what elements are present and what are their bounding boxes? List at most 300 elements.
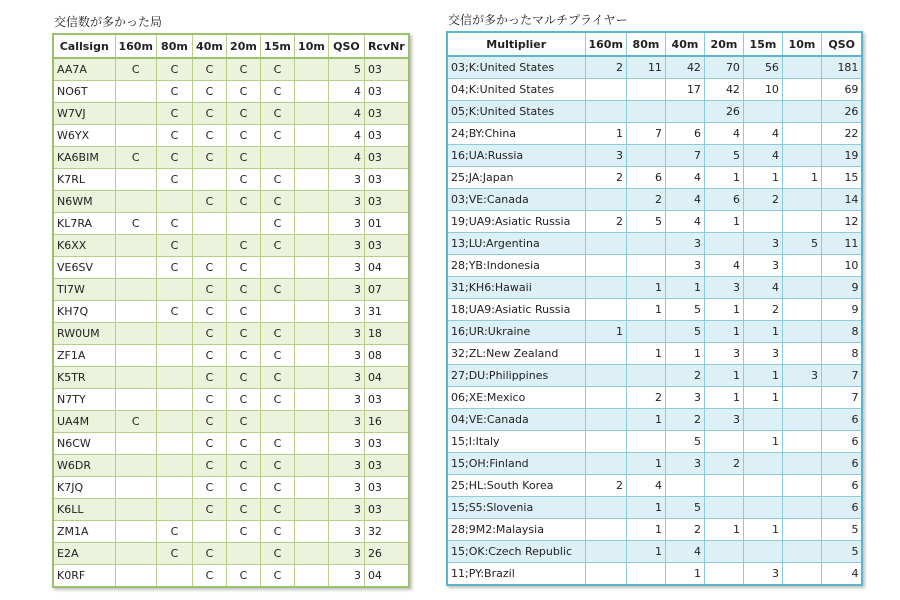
table-cell: 4: [704, 123, 743, 145]
table-cell: 3: [665, 387, 704, 409]
table-cell: [704, 431, 743, 453]
table-cell: 04;VE:Canada: [447, 409, 585, 431]
table-cell: 3: [743, 233, 782, 255]
table-cell: 1: [743, 431, 782, 453]
table-cell: 3: [704, 343, 743, 365]
table-cell: 6: [626, 167, 665, 189]
table-cell: 19: [821, 145, 862, 167]
table-cell: C: [156, 147, 192, 169]
table-cell: [192, 235, 226, 257]
table-row: [447, 167, 862, 189]
top-stations-title: 交信数が多かった局: [54, 15, 163, 29]
table-row: [53, 235, 409, 257]
table-cell: KH7Q: [53, 301, 115, 323]
table-cell: [294, 521, 328, 543]
table-row: [447, 431, 862, 453]
table-cell: C: [192, 455, 226, 477]
table-cell: [115, 279, 156, 301]
table-cell: C: [226, 367, 260, 389]
table-cell: 12: [821, 211, 862, 233]
table-cell: [115, 389, 156, 411]
table-cell: [192, 213, 226, 235]
table-row: [447, 475, 862, 497]
table-cell: C: [226, 58, 260, 81]
table-cell: [156, 411, 192, 433]
table-cell: [115, 323, 156, 345]
table-cell: 03: [364, 235, 408, 257]
table-cell: C: [226, 235, 260, 257]
table-cell: [260, 301, 294, 323]
table-cell: 2: [665, 365, 704, 387]
table-cell: C: [260, 169, 294, 191]
table-cell: C: [156, 235, 192, 257]
table-cell: C: [226, 411, 260, 433]
table-cell: 3: [328, 543, 364, 565]
table-cell: [585, 79, 626, 101]
table-cell: 4: [743, 277, 782, 299]
table-cell: 5: [704, 145, 743, 167]
table-cell: 1: [585, 321, 626, 343]
table-cell: [156, 367, 192, 389]
table-cell: 6: [665, 123, 704, 145]
table-cell: [585, 365, 626, 387]
table-cell: 03: [364, 147, 408, 169]
table-cell: 7: [821, 365, 862, 387]
table-cell: [294, 257, 328, 279]
table-cell: 2: [743, 189, 782, 211]
table-header-row: [53, 34, 409, 58]
table-cell: [585, 497, 626, 519]
column-header: 15m: [260, 34, 294, 58]
table-cell: [294, 147, 328, 169]
table-cell: [156, 455, 192, 477]
table-cell: 5: [328, 58, 364, 81]
table-cell: 26: [364, 543, 408, 565]
table-cell: C: [192, 257, 226, 279]
table-cell: 22: [821, 123, 862, 145]
table-cell: [115, 565, 156, 588]
table-cell: C: [226, 389, 260, 411]
table-cell: [585, 189, 626, 211]
table-cell: W6YX: [53, 125, 115, 147]
table-cell: [115, 521, 156, 543]
table-cell: 3: [328, 499, 364, 521]
table-cell: C: [192, 411, 226, 433]
table-cell: C: [115, 411, 156, 433]
table-cell: 14: [821, 189, 862, 211]
table-cell: [626, 563, 665, 586]
table-row: [447, 541, 862, 563]
table-cell: [585, 519, 626, 541]
table-cell: [743, 409, 782, 431]
table-row: [447, 123, 862, 145]
table-cell: 03: [364, 389, 408, 411]
table-cell: 13;LU:Argentina: [447, 233, 585, 255]
table-row: [53, 499, 409, 521]
table-cell: [156, 191, 192, 213]
table-cell: [743, 475, 782, 497]
table-cell: 28;9M2:Malaysia: [447, 519, 585, 541]
table-cell: TI7W: [53, 279, 115, 301]
table-cell: 3: [328, 521, 364, 543]
table-row: [447, 365, 862, 387]
table-cell: [626, 145, 665, 167]
table-cell: 4: [665, 189, 704, 211]
table-cell: C: [192, 147, 226, 169]
table-cell: 3: [665, 233, 704, 255]
table-cell: 9: [821, 277, 862, 299]
table-cell: C: [260, 521, 294, 543]
table-cell: [782, 123, 821, 145]
table-cell: 3: [585, 145, 626, 167]
table-cell: E2A: [53, 543, 115, 565]
table-cell: C: [115, 58, 156, 81]
table-cell: C: [156, 213, 192, 235]
table-cell: 08: [364, 345, 408, 367]
table-cell: [226, 213, 260, 235]
table-cell: C: [115, 147, 156, 169]
table-cell: [585, 409, 626, 431]
table-cell: C: [226, 103, 260, 125]
table-cell: 10: [743, 79, 782, 101]
table-cell: [626, 79, 665, 101]
table-cell: 3: [328, 367, 364, 389]
column-header: 20m: [704, 32, 743, 56]
table-cell: 2: [704, 453, 743, 475]
table-cell: 03: [364, 191, 408, 213]
table-cell: [115, 433, 156, 455]
table-cell: 16;UA:Russia: [447, 145, 585, 167]
table-cell: 5: [665, 321, 704, 343]
table-cell: 19;UA9:Asiatic Russia: [447, 211, 585, 233]
table-cell: [192, 169, 226, 191]
table-cell: [782, 519, 821, 541]
table-cell: [743, 497, 782, 519]
table-cell: 11: [626, 56, 665, 79]
table-cell: C: [260, 565, 294, 588]
table-cell: [782, 563, 821, 586]
table-cell: [156, 565, 192, 588]
table-cell: 2: [665, 409, 704, 431]
table-cell: 10: [821, 255, 862, 277]
table-cell: [585, 453, 626, 475]
table-cell: C: [192, 389, 226, 411]
table-cell: C: [192, 323, 226, 345]
table-row: [447, 145, 862, 167]
table-cell: C: [156, 58, 192, 81]
table-cell: [294, 279, 328, 301]
table-cell: 3: [704, 277, 743, 299]
table-cell: [294, 169, 328, 191]
table-cell: C: [226, 279, 260, 301]
table-cell: C: [226, 301, 260, 323]
table-cell: [294, 301, 328, 323]
table-cell: C: [226, 125, 260, 147]
table-cell: 03: [364, 81, 408, 103]
table-cell: [115, 191, 156, 213]
table-row: [53, 323, 409, 345]
column-header: 40m: [192, 34, 226, 58]
table-cell: [782, 387, 821, 409]
table-cell: C: [115, 213, 156, 235]
table-cell: C: [226, 499, 260, 521]
table-cell: C: [156, 301, 192, 323]
table-cell: 1: [704, 167, 743, 189]
table-cell: [294, 323, 328, 345]
table-cell: 16: [364, 411, 408, 433]
table-cell: C: [192, 81, 226, 103]
table-cell: C: [260, 345, 294, 367]
table-cell: C: [260, 235, 294, 257]
table-cell: 8: [821, 321, 862, 343]
table-cell: 2: [626, 387, 665, 409]
table-cell: C: [260, 367, 294, 389]
table-cell: 04: [364, 257, 408, 279]
table-cell: 3: [665, 255, 704, 277]
table-cell: 1: [743, 321, 782, 343]
table-cell: C: [226, 521, 260, 543]
table-row: [53, 103, 409, 125]
column-header: 160m: [115, 34, 156, 58]
table-cell: 8: [821, 343, 862, 365]
table-cell: 03: [364, 169, 408, 191]
table-cell: 1: [585, 123, 626, 145]
table-cell: 04;K:United States: [447, 79, 585, 101]
table-cell: C: [226, 477, 260, 499]
table-cell: 5: [665, 299, 704, 321]
table-cell: 4: [328, 103, 364, 125]
table-cell: 3: [782, 365, 821, 387]
table-cell: 6: [704, 189, 743, 211]
table-cell: 03: [364, 499, 408, 521]
table-cell: C: [226, 455, 260, 477]
table-cell: [782, 453, 821, 475]
table-cell: ZF1A: [53, 345, 115, 367]
table-cell: 3: [328, 345, 364, 367]
table-cell: [156, 279, 192, 301]
table-row: [447, 299, 862, 321]
table-cell: 3: [328, 257, 364, 279]
column-header: 15m: [743, 32, 782, 56]
table-cell: C: [192, 345, 226, 367]
table-cell: 24;BY:China: [447, 123, 585, 145]
table-cell: [156, 433, 192, 455]
table-cell: [585, 101, 626, 123]
table-cell: 9: [821, 299, 862, 321]
table-cell: 4: [704, 255, 743, 277]
table-cell: 1: [665, 563, 704, 586]
table-cell: [782, 189, 821, 211]
table-row: [447, 211, 862, 233]
table-cell: 69: [821, 79, 862, 101]
table-cell: 7: [626, 123, 665, 145]
table-cell: 32: [364, 521, 408, 543]
table-cell: C: [226, 257, 260, 279]
table-cell: 42: [704, 79, 743, 101]
table-cell: [704, 563, 743, 586]
table-cell: 3: [328, 389, 364, 411]
table-row: [53, 367, 409, 389]
table-cell: 7: [665, 145, 704, 167]
table-cell: C: [260, 279, 294, 301]
table-cell: 1: [743, 365, 782, 387]
table-cell: [294, 235, 328, 257]
table-cell: [226, 543, 260, 565]
table-cell: 03: [364, 103, 408, 125]
table-cell: 18: [364, 323, 408, 345]
table-cell: 2: [585, 56, 626, 79]
table-cell: C: [156, 257, 192, 279]
table-cell: C: [260, 58, 294, 81]
table-cell: [704, 475, 743, 497]
table-cell: [260, 411, 294, 433]
table-cell: [294, 499, 328, 521]
table-cell: 1: [704, 299, 743, 321]
table-row: [447, 189, 862, 211]
table-cell: C: [260, 213, 294, 235]
table-cell: [156, 477, 192, 499]
table-cell: K5TR: [53, 367, 115, 389]
table-cell: C: [260, 543, 294, 565]
table-cell: [743, 101, 782, 123]
table-cell: [115, 169, 156, 191]
table-cell: [115, 499, 156, 521]
table-cell: 6: [821, 409, 862, 431]
table-cell: 1: [704, 387, 743, 409]
table-cell: [743, 541, 782, 563]
table-cell: RW0UM: [53, 323, 115, 345]
table-cell: C: [226, 345, 260, 367]
table-cell: 26: [821, 101, 862, 123]
table-cell: C: [156, 103, 192, 125]
table-cell: [294, 367, 328, 389]
table-cell: 4: [743, 145, 782, 167]
table-cell: [294, 389, 328, 411]
table-cell: [704, 233, 743, 255]
table-cell: 1: [626, 453, 665, 475]
table-cell: [294, 125, 328, 147]
table-cell: [115, 235, 156, 257]
table-cell: K0RF: [53, 565, 115, 588]
table-cell: [192, 521, 226, 543]
table-cell: 1: [665, 277, 704, 299]
table-cell: [782, 541, 821, 563]
table-cell: [115, 125, 156, 147]
table-cell: C: [156, 125, 192, 147]
table-cell: 2: [743, 299, 782, 321]
table-cell: C: [192, 58, 226, 81]
table-cell: C: [260, 103, 294, 125]
table-cell: 2: [665, 519, 704, 541]
column-header: Callsign: [53, 34, 115, 58]
table-cell: 1: [704, 211, 743, 233]
table-cell: [115, 345, 156, 367]
table-cell: 1: [626, 299, 665, 321]
table-row: [53, 213, 409, 235]
table-cell: [782, 277, 821, 299]
table-row: [447, 255, 862, 277]
table-cell: [782, 497, 821, 519]
table-cell: 3: [328, 433, 364, 455]
table-cell: C: [192, 191, 226, 213]
table-cell: C: [192, 477, 226, 499]
table-cell: 4: [665, 541, 704, 563]
table-cell: VE6SV: [53, 257, 115, 279]
table-header-row: [447, 32, 862, 56]
table-cell: 11: [821, 233, 862, 255]
table-cell: C: [156, 543, 192, 565]
table-cell: C: [226, 169, 260, 191]
table-cell: C: [260, 477, 294, 499]
table-cell: [626, 321, 665, 343]
table-cell: 5: [665, 497, 704, 519]
table-cell: [294, 455, 328, 477]
table-cell: 6: [821, 497, 862, 519]
table-cell: 01: [364, 213, 408, 235]
table-row: [53, 565, 409, 588]
table-row: [53, 345, 409, 367]
table-row: [447, 387, 862, 409]
table-cell: 03: [364, 58, 408, 81]
table-cell: 5: [626, 211, 665, 233]
table-cell: C: [156, 521, 192, 543]
table-cell: 6: [821, 453, 862, 475]
table-cell: [626, 255, 665, 277]
table-cell: 3: [328, 411, 364, 433]
column-header: RcvNr: [364, 34, 408, 58]
table-cell: C: [156, 81, 192, 103]
table-row: [53, 543, 409, 565]
table-cell: 26: [704, 101, 743, 123]
table-cell: 7: [821, 387, 862, 409]
top-stations-panel: [52, 0, 410, 588]
table-cell: [782, 56, 821, 79]
table-row: [53, 455, 409, 477]
table-cell: 4: [821, 563, 862, 586]
column-header: 20m: [226, 34, 260, 58]
table-cell: [294, 411, 328, 433]
table-cell: C: [226, 323, 260, 345]
table-row: [53, 81, 409, 103]
table-cell: 3: [328, 213, 364, 235]
table-cell: [585, 563, 626, 586]
top-multipliers-title: 交信が多かったマルチプライヤー: [448, 13, 628, 27]
table-cell: [156, 345, 192, 367]
table-cell: 3: [743, 563, 782, 586]
table-row: [447, 277, 862, 299]
table-cell: C: [260, 323, 294, 345]
table-cell: 5: [782, 233, 821, 255]
table-cell: [585, 277, 626, 299]
table-row: [53, 279, 409, 301]
table-cell: [626, 365, 665, 387]
table-cell: [115, 455, 156, 477]
table-cell: 4: [626, 475, 665, 497]
table-row: [447, 321, 862, 343]
table-cell: [115, 477, 156, 499]
column-header: 10m: [294, 34, 328, 58]
table-row: [53, 191, 409, 213]
table-cell: 3: [328, 455, 364, 477]
table-row: [447, 563, 862, 586]
table-cell: 04: [364, 565, 408, 588]
table-cell: [782, 299, 821, 321]
table-cell: 4: [328, 81, 364, 103]
table-cell: [782, 101, 821, 123]
table-cell: 06;XE:Mexico: [447, 387, 585, 409]
table-cell: [294, 213, 328, 235]
table-cell: [294, 565, 328, 588]
